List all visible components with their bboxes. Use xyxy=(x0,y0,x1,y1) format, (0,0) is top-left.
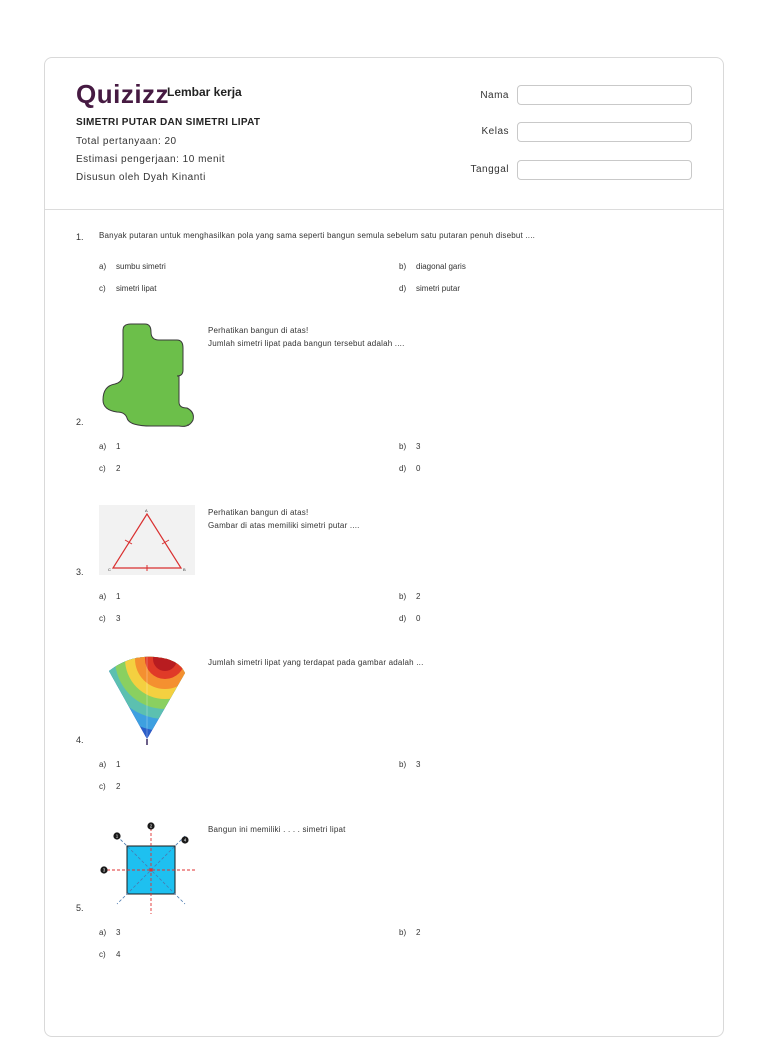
kite-image xyxy=(103,653,189,745)
question-text: Perhatikan bangun di atas! xyxy=(208,508,309,517)
option-d[interactable]: d) 0 xyxy=(399,614,421,623)
option-b[interactable]: b) 2 xyxy=(399,592,421,601)
estimated-time: Estimasi pengerjaan: 10 menit xyxy=(76,154,226,165)
date-field[interactable] xyxy=(517,160,692,180)
name-field[interactable] xyxy=(517,85,692,105)
question-text: Jumlah simetri lipat yang terdapat pada gambar adalah ... xyxy=(208,658,424,667)
worksheet-header xyxy=(45,58,723,210)
worksheet-subtitle: Lembar kerja xyxy=(167,85,242,99)
name-label: Nama xyxy=(480,90,509,101)
question-text: Banyak putaran untuk menghasilkan pola yang sama seperti bangun semula sebelum satu putaran penuh disebut .... xyxy=(99,231,536,240)
square-symmetry-image xyxy=(99,818,199,918)
option-c[interactable]: c) 2 xyxy=(99,782,121,791)
class-field[interactable] xyxy=(517,122,692,142)
question-number: 1. xyxy=(76,232,84,242)
author: Disusun oleh Dyah Kinanti xyxy=(76,172,206,183)
svg-text:B: B xyxy=(183,567,186,572)
option-c[interactable]: c) 3 xyxy=(99,614,121,623)
question-text: Perhatikan bangun di atas! xyxy=(208,326,309,335)
worksheet xyxy=(44,57,724,1037)
svg-text:4: 4 xyxy=(183,837,187,843)
option-c[interactable]: c) 4 xyxy=(99,950,121,959)
option-a[interactable]: a) 1 xyxy=(99,760,121,769)
svg-text:2: 2 xyxy=(149,823,153,829)
option-a[interactable]: a) sumbu simetri xyxy=(99,262,166,271)
green-shape-image xyxy=(99,322,199,430)
question-text: Bangun ini memiliki . . . . simetri lipat xyxy=(208,825,346,834)
option-d[interactable]: d) simetri putar xyxy=(399,284,461,293)
svg-text:A: A xyxy=(145,508,148,513)
option-c[interactable]: c) simetri lipat xyxy=(99,284,157,293)
option-a[interactable]: a) 1 xyxy=(99,592,121,601)
option-b[interactable]: b) 2 xyxy=(399,928,421,937)
date-label: Tanggal xyxy=(470,164,509,175)
svg-text:e°: e° xyxy=(187,422,191,427)
question-number: 3. xyxy=(76,567,84,577)
triangle-image xyxy=(99,505,195,575)
option-a[interactable]: a) 3 xyxy=(99,928,121,937)
question-number: 2. xyxy=(76,417,84,427)
worksheet-title: SIMETRI PUTAR DAN SIMETRI LIPAT xyxy=(76,117,261,128)
option-d[interactable]: d) 0 xyxy=(399,464,421,473)
option-b[interactable]: b) diagonal garis xyxy=(399,262,466,271)
class-label: Kelas xyxy=(481,126,509,137)
quizizz-logo: Quizizz xyxy=(76,79,170,109)
question-number: 5. xyxy=(76,903,84,913)
svg-text:C: C xyxy=(108,567,111,572)
option-b[interactable]: b) 3 xyxy=(399,442,421,451)
svg-text:3: 3 xyxy=(102,867,106,873)
total-questions: Total pertanyaan: 20 xyxy=(76,136,177,147)
option-c[interactable]: c) 2 xyxy=(99,464,121,473)
question-text: Gambar di atas memiliki simetri putar .... xyxy=(208,521,360,530)
option-a[interactable]: a) 1 xyxy=(99,442,121,451)
question-text: Jumlah simetri lipat pada bangun tersebut adalah .... xyxy=(208,339,405,348)
option-b[interactable]: b) 3 xyxy=(399,760,421,769)
svg-text:1: 1 xyxy=(115,833,119,839)
question-number: 4. xyxy=(76,735,84,745)
